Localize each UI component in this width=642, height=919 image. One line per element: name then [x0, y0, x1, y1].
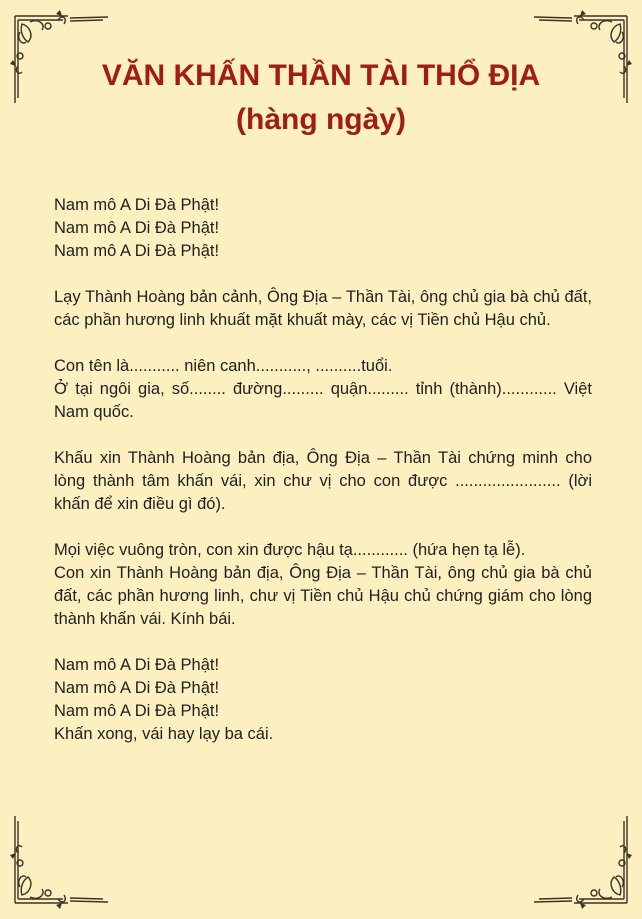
page-title: VĂN KHẤN THẦN TÀI THỔ ĐỊA	[101, 59, 541, 92]
text-line: Khấu xin Thành Hoàng bản địa, Ông Địa – Thần Tài chứng minh cho lòng thành tâm khấn vái, xin chư vị cho con được ....................... (lời khấn để xin điều gì đó).	[54, 449, 592, 513]
prayer-body	[54, 194, 592, 769]
text-line: Con xin Thành Hoàng bản địa, Ông Địa – Thần Tài, ông chủ gia bà chủ đất, các phần hương linh, chư vị Tiền chủ Hậu chủ chứng giám cho lòng thành khấn vái. Kính bái.	[54, 564, 592, 628]
text-line: Khấn xong, vái hay lạy ba cái.	[54, 725, 274, 743]
corner-ornament-top-right	[534, 8, 634, 108]
ornament-icon	[8, 8, 108, 108]
text-line: Lạy Thành Hoàng bản cảnh, Ông Địa – Thần Tài, ông chủ gia bà chủ đất, các phần hương linh khuất mặt khuất mày, các vị Tiền chủ Hậu chủ.	[54, 288, 592, 329]
corner-ornament-top-left	[8, 8, 108, 108]
text-line: Nam mô A Di Đà Phật!	[54, 656, 220, 674]
ornament-icon	[534, 811, 634, 911]
ornament-icon	[8, 811, 108, 911]
paragraph-opening-chant	[54, 194, 592, 263]
page-subtitle: (hàng ngày)	[236, 103, 406, 136]
text-line: Ở tại ngôi gia, số........ đường......... quận......... tỉnh (thành)............ Việt Nam quốc.	[54, 380, 592, 421]
text-line: Nam mô A Di Đà Phật!	[54, 196, 220, 214]
paragraph-request	[54, 447, 592, 516]
text-line: Nam mô A Di Đà Phật!	[54, 702, 220, 720]
ornament-icon	[534, 8, 634, 108]
paragraph-promise	[54, 539, 592, 631]
paragraph-invocation	[54, 286, 592, 332]
text-line: Nam mô A Di Đà Phật!	[54, 242, 220, 260]
paragraph-closing-chant	[54, 654, 592, 746]
text-line: Nam mô A Di Đà Phật!	[54, 679, 220, 697]
corner-ornament-bottom-left	[8, 811, 108, 911]
text-line: Mọi việc vuông tròn, con xin được hậu tạ............ (hứa hẹn tạ lễ).	[54, 541, 526, 559]
text-line: Con tên là........... niên canh..........., ..........tuổi.	[54, 357, 393, 375]
corner-ornament-bottom-right	[534, 811, 634, 911]
paragraph-identity	[54, 355, 592, 424]
text-line: Nam mô A Di Đà Phật!	[54, 219, 220, 237]
